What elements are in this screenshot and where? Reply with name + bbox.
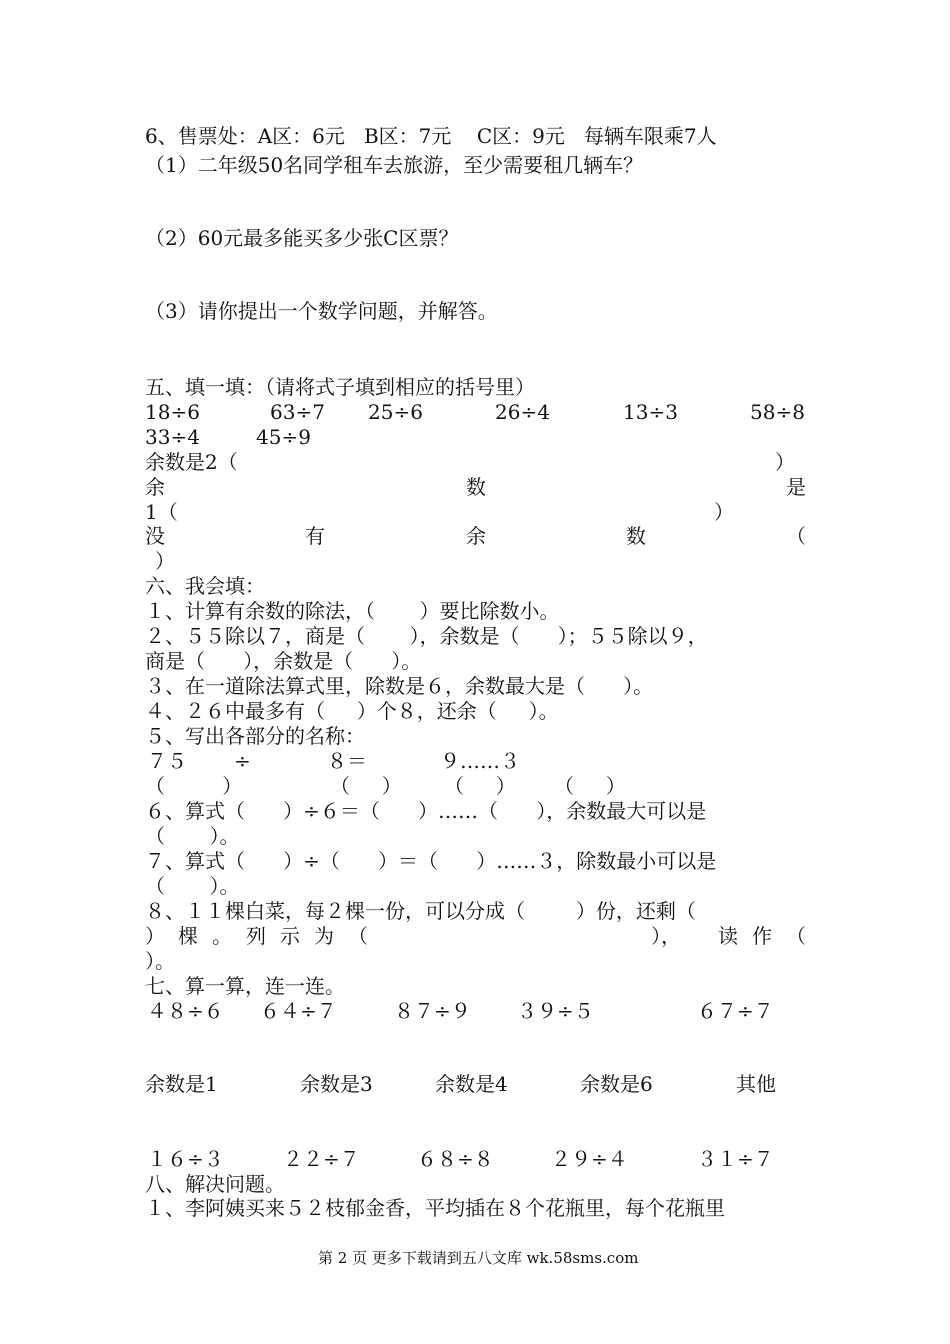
- section8-title: 八、解决问题。: [145, 1172, 285, 1196]
- division-part: ７５: [147, 749, 187, 773]
- match-expr-top: ８７÷９: [394, 999, 471, 1023]
- expr-item: 33÷4: [145, 425, 200, 449]
- match-expr-top: ３９÷５: [517, 999, 594, 1023]
- s6-item8-part: ），: [651, 924, 681, 948]
- q6-part3: （3）请你提出一个数学问题，并解答。: [145, 299, 498, 323]
- no-remainder-close: ）: [155, 549, 175, 573]
- s6-item2-cont: 商是（ ），余数是（ ）。: [145, 649, 422, 673]
- match-expr-bottom: １６÷３: [147, 1147, 224, 1171]
- s6-item1: １、计算有余数的除法，（ ）要比除数小。: [145, 599, 560, 623]
- s6-item6: ６、算式（ ）÷６＝（ ）……（ ），余数最大可以是: [145, 799, 707, 823]
- expr-item: 26÷4: [495, 400, 550, 424]
- remainder2-label: 余数是2（: [145, 450, 238, 474]
- s8-item1: １、李阿姨买来５２枝郁金香，平均插在８个花瓶里，每个花瓶里: [145, 1196, 725, 1220]
- no-remainder-char: （: [786, 524, 806, 548]
- division-part: ９……３: [440, 749, 520, 773]
- match-expr-top: ６４÷７: [260, 999, 337, 1023]
- remainder2-close: ）: [775, 450, 795, 474]
- s6-item8-part: 棵: [178, 924, 198, 948]
- expr-item: 25÷6: [368, 400, 423, 424]
- section7-title: 七、算一算，连一连。: [145, 974, 345, 998]
- s6-item8-part: （: [786, 924, 806, 948]
- match-expr-top: ６７÷７: [697, 999, 774, 1023]
- s6-item8-part: 作: [752, 924, 772, 948]
- remainder-option: 余数是4: [435, 1072, 508, 1096]
- page-footer: 第 2 页 更多下载请到五八文库 wk.58sms.com: [318, 1249, 639, 1267]
- s6-item8-part: 。: [212, 924, 232, 948]
- q6-part1: （1）二年级50名同学租车去旅游，至少需要租几辆车？: [145, 153, 644, 177]
- remainder-option: 余数是1: [145, 1072, 218, 1096]
- division-part: ÷: [234, 749, 251, 773]
- s6-item4: ４、２６中最多有（ ）个８，还余（ ）。: [145, 699, 559, 723]
- remainder1-char: 数: [466, 475, 486, 499]
- s6-item6-cont: （ ）。: [145, 824, 240, 848]
- division-part: ８＝: [327, 749, 367, 773]
- q6-header: 6、售票处：A区：6元 B区：7元 C区：9元 每辆车限乘7人: [145, 124, 717, 148]
- remainder1-char: 是: [786, 475, 806, 499]
- s6-item3: ３、在一道除法算式里，除数是６，余数最大是（ ）。: [145, 674, 654, 698]
- s6-item5: ５、写出各部分的名称：: [145, 724, 365, 748]
- remainder1-close: ）: [714, 500, 734, 524]
- match-expr-bottom: ３１÷７: [697, 1147, 774, 1171]
- q6-part2: （2）60元最多能买多少张C区票？: [145, 226, 459, 250]
- s6-item8-part: 读: [718, 924, 738, 948]
- part-name-blank: （ ）: [145, 774, 243, 798]
- part-name-blank: （ ）: [554, 774, 626, 798]
- s6-item8-part: （: [348, 924, 368, 948]
- s6-item2: ２、５５除以７，商是（ ），余数是（ ）；５５除以９，: [145, 624, 708, 648]
- match-expr-top: ４８÷６: [147, 999, 224, 1023]
- s6-item7: ７、算式（ ）÷（ ）＝（ ）……３，除数最小可以是: [145, 849, 717, 873]
- remainder1-cont: 1（: [145, 500, 178, 524]
- expr-item: 13÷3: [623, 400, 678, 424]
- match-expr-bottom: ２２÷７: [283, 1147, 360, 1171]
- section5-title: 五、填一填：（请将式子填到相应的括号里）: [145, 375, 535, 399]
- remainder-option: 余数是6: [580, 1072, 653, 1096]
- no-remainder-char: 余: [466, 524, 486, 548]
- expr-item: 63÷7: [270, 400, 325, 424]
- match-expr-bottom: ２９÷４: [551, 1147, 628, 1171]
- part-name-blank: （ ）: [330, 774, 402, 798]
- s6-item8-part: 列: [246, 924, 266, 948]
- expr-item: 45÷9: [256, 425, 311, 449]
- section6-title: 六、我会填：: [145, 574, 265, 598]
- s6-item8-part: 为: [314, 924, 334, 948]
- s6-item7-cont: （ ）。: [145, 874, 240, 898]
- s6-item8-part: 示: [280, 924, 300, 948]
- s6-item8: ８、１１棵白菜，每２棵一份，可以分成（ ）份，还剩（: [145, 899, 696, 923]
- s6-item8-part: ）: [145, 924, 165, 948]
- no-remainder-char: 数: [626, 524, 646, 548]
- expr-item: 58÷8: [750, 400, 805, 424]
- expr-item: 18÷6: [145, 400, 200, 424]
- match-expr-bottom: ６８÷８: [417, 1147, 494, 1171]
- no-remainder-char: 没: [145, 524, 165, 548]
- part-name-blank: （ ）: [444, 774, 516, 798]
- remainder-option: 余数是3: [300, 1072, 373, 1096]
- remainder1-char: 余: [145, 475, 165, 499]
- no-remainder-char: 有: [305, 524, 325, 548]
- remainder-option: 其他: [736, 1072, 776, 1096]
- s6-item8-end: ）。: [145, 949, 175, 973]
